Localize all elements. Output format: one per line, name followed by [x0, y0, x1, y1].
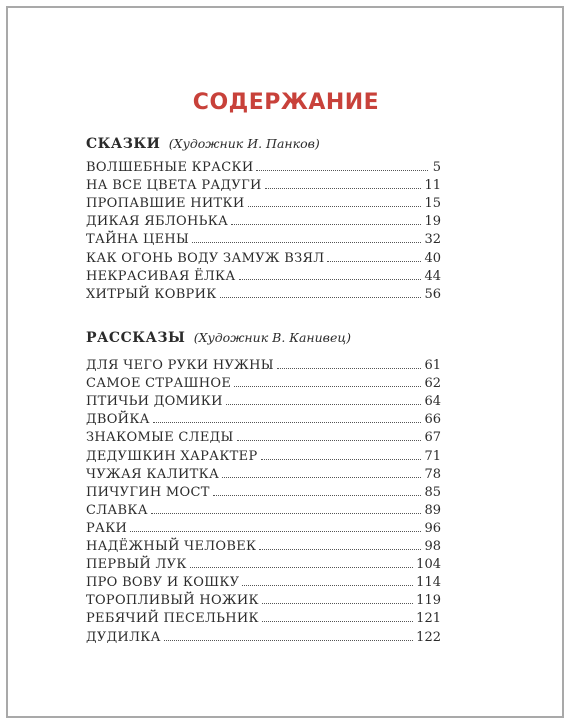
toc-entry — [86, 355, 441, 373]
page-number: 32 — [424, 232, 441, 248]
page-number: 121 — [416, 611, 441, 627]
dot-leader — [277, 368, 422, 369]
entry-title: ЗНАКОМЫЕ СЛЕДЫ — [86, 430, 234, 446]
illustrator-credit: (Художник И. Панков) — [168, 136, 320, 151]
illustrator-credit: (Художник В. Канивец) — [193, 330, 351, 345]
toc-entry — [86, 500, 441, 518]
toc-entry — [86, 590, 441, 608]
dot-leader — [190, 567, 413, 568]
toc-entry — [86, 193, 441, 211]
dot-leader — [256, 170, 428, 171]
page-number: 98 — [424, 539, 441, 555]
entry-title: ПРОПАВШИЕ НИТКИ — [86, 196, 245, 212]
toc-entry — [86, 445, 441, 463]
page-number: 11 — [424, 178, 441, 194]
dot-leader — [261, 459, 422, 460]
page-number: 64 — [424, 394, 441, 410]
toc-entry — [86, 626, 441, 644]
entry-title: ПЕРВЫЙ ЛУК — [86, 557, 187, 573]
dot-leader — [222, 477, 421, 478]
dot-leader — [237, 440, 422, 441]
page-number: 122 — [416, 629, 441, 645]
page-number: 61 — [424, 358, 441, 374]
dot-leader — [262, 603, 413, 604]
dot-leader — [262, 621, 413, 622]
entry-title: ТОРОПЛИВЫЙ НОЖИК — [86, 593, 259, 609]
section-heading-rasskazy — [86, 330, 351, 346]
entry-title: ВОЛШЕБНЫЕ КРАСКИ — [86, 160, 254, 176]
toc-entry — [86, 427, 441, 445]
dot-leader — [239, 279, 422, 280]
dot-leader — [151, 513, 422, 514]
page-number: 56 — [424, 286, 441, 302]
dot-leader — [242, 585, 413, 586]
entry-title: ДИКАЯ ЯБЛОНЬКА — [86, 214, 229, 230]
toc-entry — [86, 391, 441, 409]
page-number: 19 — [424, 214, 441, 230]
page-title: СОДЕРЖАНИЕ — [192, 90, 380, 115]
page-number: 119 — [416, 593, 441, 609]
toc-entry — [86, 554, 441, 572]
page-number: 96 — [424, 520, 441, 536]
page-number: 114 — [416, 575, 441, 591]
page-number: 62 — [424, 376, 441, 392]
entry-title: РЕБЯЧИЙ ПЕСЕЛЬНИК — [86, 611, 259, 627]
dot-leader — [231, 224, 421, 225]
toc-entry — [86, 266, 441, 284]
entry-title: НА ВСЕ ЦВЕТА РАДУГИ — [86, 178, 262, 194]
page-number: 5 — [432, 160, 441, 176]
dot-leader — [327, 261, 421, 262]
toc-entry — [86, 536, 441, 554]
dot-leader — [213, 495, 422, 496]
entry-title: НАДЁЖНЫЙ ЧЕЛОВЕК — [86, 539, 257, 555]
entry-title: ТАЙНА ЦЕНЫ — [86, 232, 190, 248]
entry-title: ПИЧУГИН МОСТ — [86, 484, 210, 500]
page-number: 40 — [424, 250, 441, 266]
toc-entry — [86, 373, 441, 391]
entry-title: СЛАВКА — [86, 502, 148, 518]
dot-leader — [130, 531, 421, 532]
dot-leader — [164, 640, 413, 641]
toc-entry — [86, 518, 441, 536]
page-number: 85 — [424, 484, 441, 500]
toc-entry — [86, 247, 441, 265]
entry-title: ДУДИЛКА — [86, 629, 161, 645]
entry-title: РАКИ — [86, 520, 128, 536]
toc-entry — [86, 572, 441, 590]
entry-title: ДЕДУШКИН ХАРАКТЕР — [86, 448, 258, 464]
toc-entry — [86, 175, 441, 193]
toc-entry — [86, 284, 441, 302]
page-number: 71 — [424, 448, 441, 464]
entry-title: ХИТРЫЙ КОВРИК — [86, 286, 217, 302]
dot-leader — [259, 549, 421, 550]
toc-list-skazki — [86, 157, 441, 302]
section-name: РАССКАЗЫ — [86, 330, 186, 346]
entry-title: ПРО ВОВУ И КОШКУ — [86, 575, 240, 591]
dot-leader — [192, 242, 421, 243]
toc-entry — [86, 211, 441, 229]
page-number: 89 — [424, 502, 441, 518]
dot-leader — [226, 404, 422, 405]
toc-entry — [86, 464, 441, 482]
page-number: 66 — [424, 412, 441, 428]
dot-leader — [153, 422, 422, 423]
section-name: СКАЗКИ — [86, 136, 161, 152]
dot-leader — [265, 188, 422, 189]
entry-title: ДЛЯ ЧЕГО РУКИ НУЖНЫ — [86, 358, 274, 374]
entry-title: ЧУЖАЯ КАЛИТКА — [86, 466, 220, 482]
entry-title: КАК ОГОНЬ ВОДУ ЗАМУЖ ВЗЯЛ — [86, 250, 325, 266]
page-number: 78 — [424, 466, 441, 482]
entry-title: САМОЕ СТРАШНОЕ — [86, 376, 232, 392]
entry-title: НЕКРАСИВАЯ ЁЛКА — [86, 268, 236, 284]
toc-entry — [86, 409, 441, 427]
toc-entry — [86, 157, 441, 175]
toc-entry — [86, 229, 441, 247]
toc-list-rasskazy — [86, 355, 441, 645]
toc-entry — [86, 608, 441, 626]
page-number: 44 — [424, 268, 441, 284]
dot-leader — [220, 297, 422, 298]
entry-title: ПТИЧЬИ ДОМИКИ — [86, 394, 223, 410]
page-number: 15 — [424, 196, 441, 212]
page-number: 104 — [416, 557, 441, 573]
page-number: 67 — [424, 430, 441, 446]
section-heading-skazki — [86, 136, 320, 152]
entry-title: ДВОЙКА — [86, 412, 150, 428]
dot-leader — [248, 206, 422, 207]
toc-entry — [86, 482, 441, 500]
dot-leader — [234, 386, 421, 387]
